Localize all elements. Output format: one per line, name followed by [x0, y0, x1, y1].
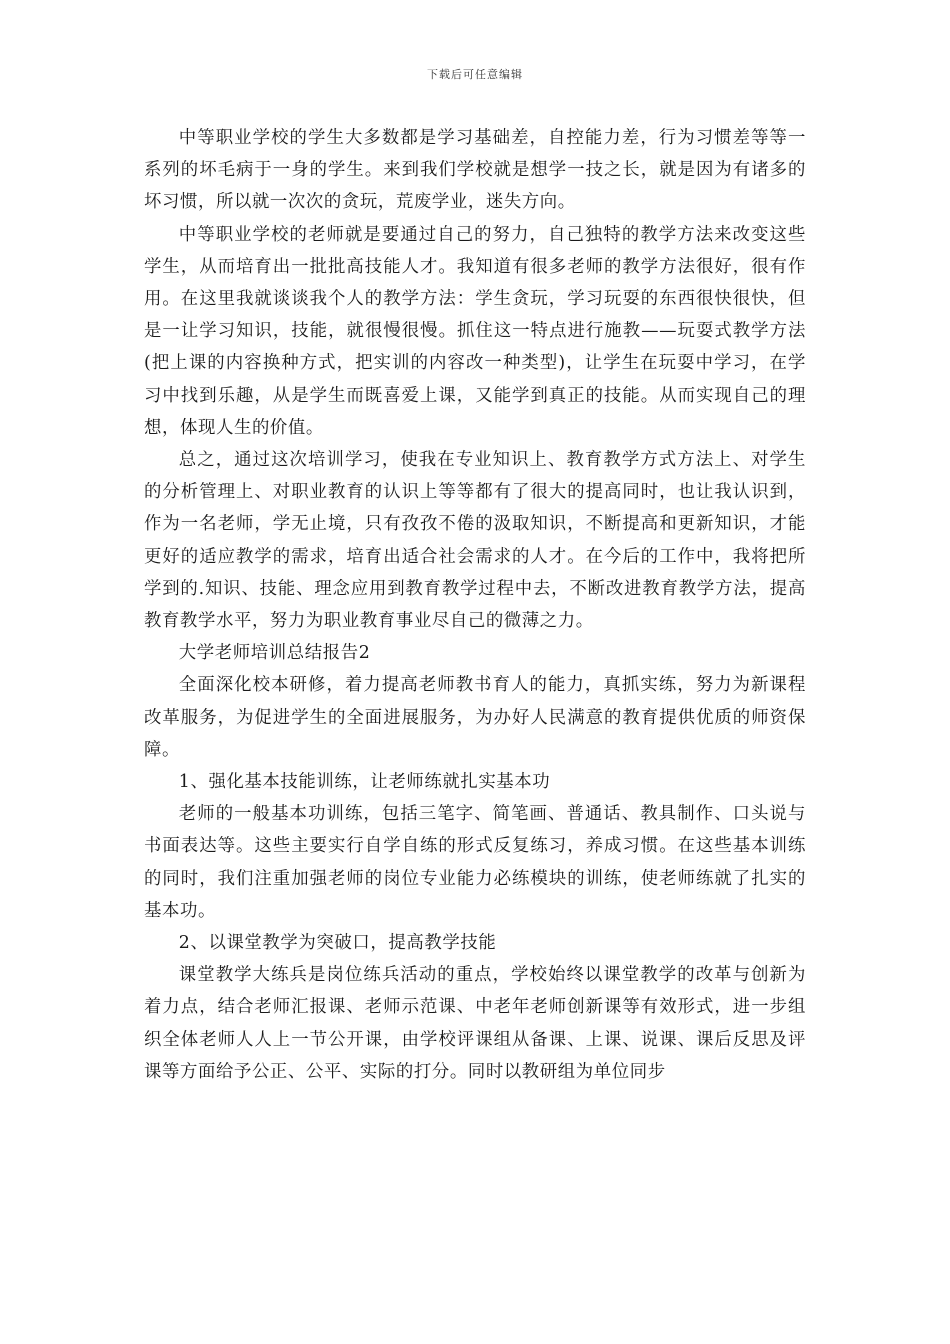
paragraph: 老师的一般基本功训练，包括三笔字、简笔画、普通话、教具制作、口头说与书面表达等。这些主要实行自学自练的形式反复练习，养成习惯。在这些基本训练的同时，我们注重加强老师的岗位专业能力必练模块的训练，使老师练就了扎实的基本功。	[144, 804, 806, 921]
document-body	[144, 122, 806, 1088]
subsection-title: 1、强化基本技能训练，让老师练就扎实基本功	[178, 772, 551, 793]
paragraph: 全面深化校本研修，着力提高老师教书育人的能力，真抓实练，努力为新课程改革服务，为促进学生的全面进展服务，为办好人民满意的教育提供优质的师资保障。	[144, 675, 806, 760]
section-title: 大学老师培训总结报告2	[178, 643, 371, 664]
paragraph: 中等职业学校的学生大多数都是学习基础差，自控能力差，行为习惯差等等一系列的坏毛病于一身的学生。来到我们学校就是想学一技之长，就是因为有诸多的坏习惯，所以就一次次的贪玩，荒废学业，迷失方向。	[144, 128, 806, 213]
paragraph: 总之，通过这次培训学习，使我在专业知识上、教育教学方式方法上、对学生的分析管理上、对职业教育的认识上等等都有了很大的提高同时，也让我认识到，作为一名老师，学无止境，只有孜孜不倦的汲取知识，不断提高和更新知识，才能更好的适应教学的需求，培育出适合社会需求的人才。在今后的工作中，我将把所学到的.知识、技能、理念应用到教育教学过程中去，不断改进教育教学方法，提高教育教学水平，努力为职业教育事业尽自己的微薄之力。	[144, 450, 806, 632]
paragraph: 课堂教学大练兵是岗位练兵活动的重点，学校始终以课堂教学的改革与创新为着力点，结合老师汇报课、老师示范课、中老年老师创新课等有效形式，进一步组织全体老师人人上一节公开课，由学校评课组从备课、上课、说课、课后反思及评课等方面给予公正、公平、实际的打分。同时以教研组为单位同步	[144, 965, 806, 1082]
subsection-title: 2、以课堂教学为突破口，提高教学技能	[178, 933, 497, 954]
paragraph: 中等职业学校的老师就是要通过自己的努力，自己独特的教学方法来改变这些学生，从而培育出一批批高技能人才。我知道有很多老师的教学方法很好，很有作用。在这里我就谈谈我个人的教学方法：学生贪玩，学习玩耍的东西很快很快，但是一让学习知识，技能，就很慢很慢。抓住这一特点进行施教——玩耍式教学方法(把上课的内容换种方式，把实训的内容改一种类型)，让学生在玩耍中学习，在学习中找到乐趣，从是学生而既喜爱上课，又能学到真正的技能。从而实现自己的理想，体现人生的价值。	[144, 224, 806, 438]
page-header: 下载后可任意编辑	[427, 68, 523, 81]
